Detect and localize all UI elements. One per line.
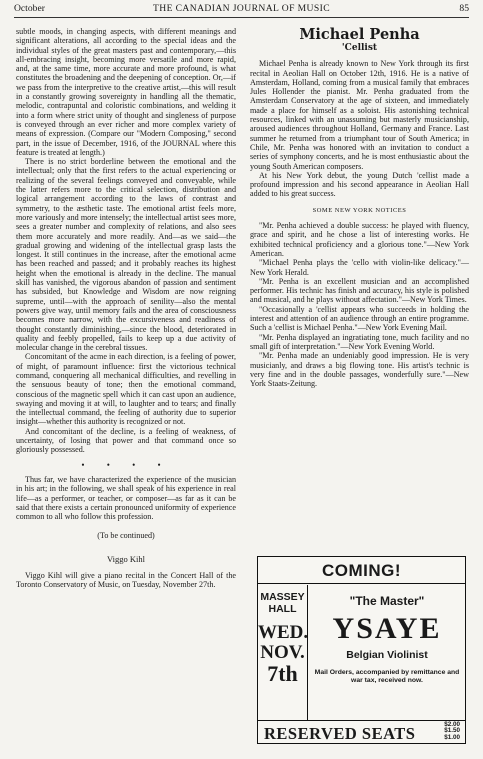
press-notice: "Mr. Penha achieved a double success: he played with fluency, grace and spirit, and he chose a list of interesting works. He exhibited technical proficiency and a glorious tone."—New York American.: [250, 221, 469, 258]
header-month: October: [14, 3, 45, 14]
ad-mail-orders: Mail Orders, accompanied by remittance and war tax, received now.: [314, 669, 460, 684]
press-notice: "Mr. Penha is an excellent musician and an accomplished performer. His technic has finish and accuracy, his style is polished and musical, and he plays without affectation."—New York Times.: [250, 276, 469, 305]
ad-reserved-seats: RESERVED SEATS: [264, 724, 416, 743]
article-paragraph: subtle moods, in changing aspects, with different meanings and significant alterations, all according to the special ideas and the individual styles of the great masters past and contemporary,—this all-embracing insight, becoming more versatile and more rapid, and, at the same time, more accurate and more profound, is what constitutes the broadening and the deepening of conception. Or,—if we pass from the interpretive to the creative artist,—this will result in a constantly growing sovereignty in handling all the thematic, melodic, contrapuntal and coloristic combinations, and welding it into a form where strict unity of thought and singleness of purpose is conveyed through an ever richer and more complex variety of means of expression. (Compare our "Modern Composing," second part, in the issue of December, 1916, of the JOURNAL where this feature is treated at length.): [16, 27, 236, 157]
notices-heading: SOME NEW YORK NOTICES: [312, 206, 407, 214]
page-header: [14, 3, 469, 17]
article-title: Michael Penha: [299, 26, 420, 43]
ad-month: NOV.: [260, 642, 305, 663]
viggo-paragraph: Viggo Kihl will give a piano recital in the Concert Hall of the Toronto Conservatory of Music, on Tuesday, November 27th.: [16, 571, 236, 590]
right-column: [250, 27, 469, 388]
ad-prices: [444, 722, 460, 741]
to-be-continued: (To be continued): [97, 531, 155, 541]
ad-performer-name: YSAYE: [332, 612, 442, 645]
ad-coming: COMING!: [321, 561, 402, 580]
ad-price: $2.00: [444, 721, 460, 728]
left-column: [16, 27, 236, 590]
ad-day: 7th: [267, 661, 298, 686]
article-paragraph: Thus far, we have characterized the experience of the musician in his art; in the following, we shall speak of his experience in real life—as a performer, or teacher, or composer—as far as it can be said that there exists a certain pronounced uniformity of experience common to all who follow this profession.: [16, 474, 236, 522]
press-notice: "Mr. Penha displayed an ingratiating tone, much facility and no small gift of interpretation."—New York Evening World.: [250, 332, 469, 351]
concert-advertisement: [257, 556, 466, 744]
press-notice: "Mr. Penha made an undeniably good impression. He is very musicianly, and draws a big flowing tone. His artist's technic is very fine and in the double passages, wonderfully sure."—New York Staats-Zeitung.: [250, 351, 469, 389]
section-separator: • • • •: [81, 459, 171, 470]
ad-price: $1.50: [444, 727, 460, 735]
article-paragraph: And concomitant of the decline, is a feeling of weakness, of uncertainty, of losing that power and that command once so gloriously possessed.: [16, 426, 236, 455]
ad-divider: [258, 720, 465, 721]
ad-venue-line: MASSEY: [260, 591, 305, 603]
press-notice: "Occasionally a 'cellist appears who succeeds in holding the interest and attention of an audience through an entire programme. Such a 'cellist is Michael Penha."—New York Evening Mail.: [250, 304, 469, 333]
ad-date-block: [258, 585, 308, 720]
article-paragraph: There is no strict borderline between the emotional and the intellectual; only that the first refers to the actual experiencing or realizing of the several feelings conveyed and conveyable, while the latter refers more to the critical selection, distribution and logical arrangement according to the laws of contrast and symmetry, to the æsthetic taste. The emotional artist feels more, more variously and more intensely; the intellectual artist sees more, sees a greater number and complexity of relations, and also sees them more accurately and more readily. And—as we said—the gradual growing and widening of the intellectual grasp lasts the longest. It still continues in the increase, after the emotional acme has been reached and passed; and it probably reaches its highest height when the emotional is already in the decline. The manual skill has vanished, the vigorous abandon of passion and sentiment has subsided, but Knowledge and Wisdom are now reigning supreme, until—with the approach of senility—also the mental powers give way, until memory fails and the area of consciousness becomes more narrow, with the excursiveness and readiness of thought constantly diminishing,—since the blood, deteriorated in quality and feebly propelled, fails to keep up a due activity of molecular change in the cerebral tissues.: [16, 157, 236, 353]
ad-performer-description: Belgian Violinist: [346, 649, 428, 661]
ad-performer-block: [309, 585, 465, 720]
page-number: 85: [459, 3, 469, 14]
ad-divider: [258, 583, 465, 584]
journal-title: THE CANADIAN JOURNAL OF MUSIC: [152, 3, 330, 14]
article-paragraph: Concomitant of the acme in each direction, is a feeling of power, of might, of paramount influence: first the victorious technical command, conquering all mechanical difficulties, and revelling in the sensuous beauty of tone; then the emotional command, conscious of the magnetic spell which it can cast upon an audience, swaying and moving it at will, to laughter and to tears; and finally the intellectual command, the feeling of authority due to superior insight—whether this authority is recognized or not.: [16, 352, 236, 427]
ad-venue-line: HALL: [268, 603, 297, 615]
ad-weekday: WED.: [258, 622, 309, 643]
press-notice: "Michael Penha plays the 'cello with violin-like delicacy."—New York Herald.: [250, 258, 469, 277]
article-paragraph: At his New York debut, the young Dutch 'cellist made a profound impression and his second appearance in Aeolian Hall added to his great success.: [250, 170, 469, 199]
article-paragraph: Michael Penha is already known to New York through its first recital in Aeolian Hall on October 12th, 1916. He is a native of Amsterdam, Holland, coming from a musical family that embraces Jules Hollender the pianist. Mr. Penha graduated from the Amsterdam Conservatory at the age of sixteen, and immediately made a place for himself as a soloist. His astonishing technical resources, linked with an unassuming but masterly musicianship, aroused audiences throughout Holland, Germany and France. Last summer he returned from a triumphant tour of South America; in Chile, Mr. Penha was honored with an invitation to conduct a series of symphony concerts, and he is most enthusiastic about the young South American composers.: [250, 59, 469, 171]
ad-tagline: "The Master": [349, 594, 425, 608]
ad-price: $1.00: [444, 733, 460, 741]
header-rule: [14, 17, 469, 18]
article-subtitle: 'Cellist: [341, 43, 378, 53]
viggo-heading: Viggo Kihl: [107, 553, 145, 564]
